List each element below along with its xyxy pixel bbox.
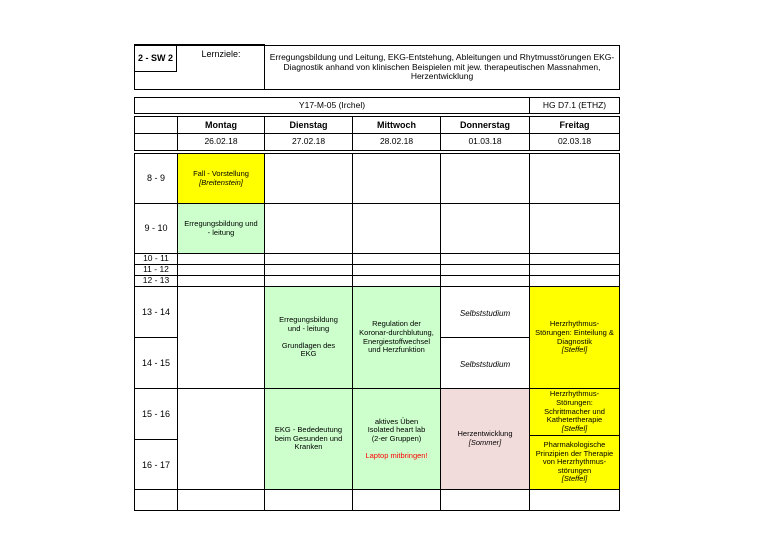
time-13-14: 13 - 14	[134, 286, 178, 338]
empty-cell	[264, 203, 353, 254]
event-title: aktives Üben Isolated heart lab (2-er Gruppen)	[367, 416, 426, 443]
event-erregungsbildung-tue	[264, 286, 353, 389]
empty-cell	[352, 489, 441, 511]
room-main: Y17-M-05 (Irchel)	[134, 97, 530, 114]
event-herzrhythmus-einteilung	[529, 286, 620, 389]
date-monday: 26.02.18	[177, 133, 265, 151]
event-title: EKG - Bededeutung beim Gesunden und Kranken	[274, 425, 343, 452]
event-lecturer: [Steffel]	[561, 474, 588, 484]
event-pharmakologische-prinzipien	[529, 435, 620, 490]
event-note: Laptop mitbringen!	[365, 450, 428, 460]
event-title: Herzrhythmus-Störungen: Schrittmacher und Kathetertherapie	[544, 389, 605, 425]
empty-cell	[264, 153, 353, 204]
empty-cell	[352, 153, 441, 204]
date-friday: 02.03.18	[529, 133, 620, 151]
event-selbststudium-1: Selbststudium	[440, 286, 530, 338]
event-title: Herzrhythmus-Störungen: Einteilung & Diagnostik	[535, 319, 614, 346]
time-16-17: 16 - 17	[134, 439, 178, 490]
event-lecturer: [Breitenstein]	[199, 177, 243, 187]
event-lecturer: [Sommer]	[468, 438, 502, 447]
time-10-11: 10 - 11	[134, 253, 178, 265]
empty-cell	[440, 489, 530, 511]
day-wednesday: Mittwoch	[352, 116, 441, 134]
event-lecturer: [Steffel]	[561, 423, 588, 433]
empty-cell	[529, 489, 620, 511]
corner-cell	[134, 116, 178, 134]
time-12-13: 12 - 13	[134, 275, 178, 287]
day-thursday: Donnerstag	[440, 116, 530, 134]
time-15-16: 15 - 16	[134, 388, 178, 440]
event-title: Erregungsbildung und - leitung	[279, 315, 338, 333]
day-tuesday: Dienstag	[264, 116, 353, 134]
event-isolated-heart-lab	[352, 388, 441, 490]
empty-cell	[177, 388, 265, 490]
event-herzentwicklung	[440, 388, 530, 490]
date-wednesday: 28.02.18	[352, 133, 441, 151]
day-friday: Freitag	[529, 116, 620, 134]
event-regulation-koronar	[352, 286, 441, 389]
event-title: Fall - Vorstellung	[193, 168, 249, 178]
corner-cell-2	[134, 133, 178, 151]
event-title: Pharmakologische Prinzipien der Therapie von Herzrhythmus-störungen	[535, 439, 614, 475]
time-11-12: 11 - 12	[134, 264, 178, 276]
time-8-9: 8 - 9	[134, 153, 178, 204]
room-friday: HG D7.1 (ETHZ)	[529, 97, 620, 114]
event-lecturer: [Steffel]	[561, 345, 588, 355]
event-title: Erregungsbildung und - leitung	[184, 218, 258, 237]
empty-cell	[440, 203, 530, 254]
event-title: Regulation der Koronar-durchblutung, Energiestoffwechsel und Herzfunktion	[359, 319, 434, 355]
event-erregungsbildung-mon	[177, 203, 265, 254]
event-title: Herzentwicklung	[457, 429, 513, 439]
lernziele-label: Lernziele:	[177, 45, 265, 63]
empty-cell	[529, 153, 620, 204]
empty-cell	[529, 203, 620, 254]
empty-cell	[177, 489, 265, 511]
empty-cell	[352, 203, 441, 254]
day-monday: Montag	[177, 116, 265, 134]
date-tuesday: 27.02.18	[264, 133, 353, 151]
event-subtitle: Grundlagen des EKG	[281, 340, 336, 359]
event-ekg-bedeutung	[264, 388, 353, 490]
empty-cell	[264, 489, 353, 511]
lernziele-text: Erregungsbildung und Leitung, EKG-Entstehung, Ableitungen und Rhytmusstörungen EKG-Diagnostik anhand von klinischen Beispielen mit jew. therapeutischen Massnahmen, Herzentwicklung	[264, 45, 620, 90]
time-empty	[134, 489, 178, 511]
time-9-10: 9 - 10	[134, 203, 178, 254]
week-label: 2 - SW 2	[134, 45, 177, 72]
time-14-15: 14 - 15	[134, 337, 178, 389]
event-selbststudium-2: Selbststudium	[440, 337, 530, 389]
empty-cell	[440, 153, 530, 204]
event-fall-vorstellung	[177, 153, 265, 204]
event-herzrhythmus-schrittmacher	[529, 388, 620, 436]
date-thursday: 01.03.18	[440, 133, 530, 151]
empty-cell	[177, 286, 265, 389]
